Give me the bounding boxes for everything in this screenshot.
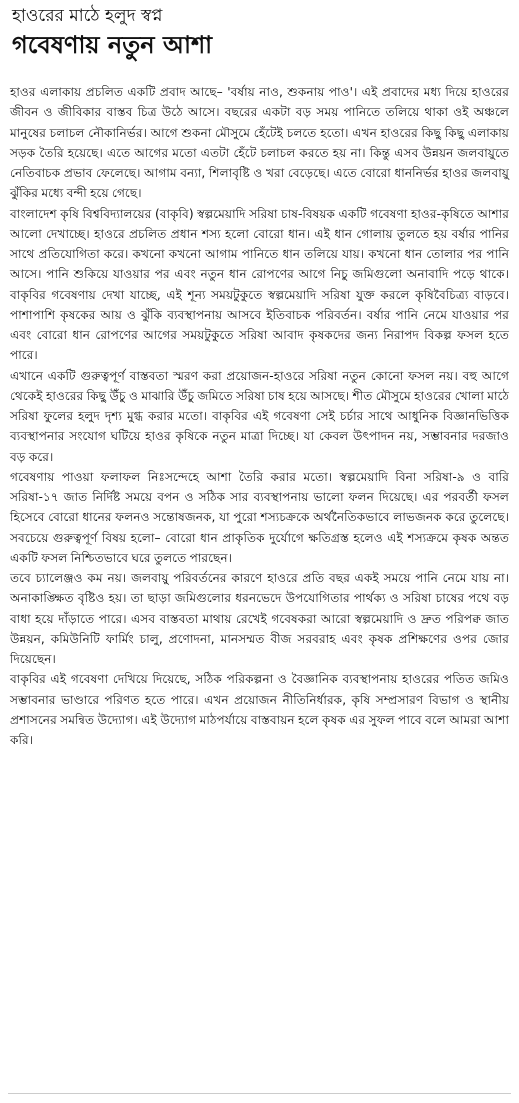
paragraph: তবে চ্যালেঞ্জও কম নয়। জলবায়ু পরিবর্তনের কারণে হাওরে প্রতি বছর একই সময়ে পানি নেমে যায় না। অনাকাঙ্ক্ষিত বৃষ্টিও হয়। তা ছাড়া জমিগুলোর ধরনভেদে উপযোগিতার পার্থক্য ও সরিষা চাষের পথে বড় বাধা হয়ে দাঁড়াতে পারে। এসব বাস্তবতা মাথায় রেখেই গবেষকরা আরো স্বল্পমেয়াদি ও দ্রুত পরিপক্ব জাত উন্নয়ন, কমিউনিটি ফার্মিং চালু, প্রণোদনা, মানসম্মত বীজ সরবরাহ এবং কৃষক প্রশিক্ষণের ওপর জোর দিয়েছেন। xyxy=(10,571,509,666)
paragraph: হাওর এলাকায় প্রচলিত একটি প্রবাদ আছে– 'বর্ষায় নাও, শুকনায় পাও'। এই প্রবাদের মধ্য দিয়ে হাওরের জীবন ও জীবিকার বাস্তব চিত্র উঠে আসে। বছরের একটা বড় সময় পানিতে তলিয়ে থাকা ওই অঞ্চলে মানুষের চলাচল নৌকানির্ভর। আগে শুকনা মৌসুমে হেঁটেই চলতে হতো। এখন হাওরের কিছু কিছু এলাকায় সড়ক তৈরি হয়েছে। এতে আগের মতো এতটা হেঁটে চলাচল করতে হয় না। কিন্তু এসব উন্নয়ন জলবায়ুতে নেতিবাচক প্রভাব ফেলেছে। আগাম বন্যা, শিলাবৃষ্টি ও খরা বেড়েছে। এতে বোরো ধাননির্ভর হাওর জলবায়ু ঝুঁকির মধ্যে বন্দী হয়ে গেছে। xyxy=(10,85,509,201)
paragraph: এখানে একটি গুরুত্বপূর্ণ বাস্তবতা স্মরণ করা প্রয়োজন-হাওরে সরিষা নতুন কোনো ফসল নয়। বহু আগে থেকেই হাওরের কিছু উঁচু ও মাঝারি উঁচু জমিতে সরিষা চাষ হয়ে আসছে। শীত মৌসুমে হাওরের খোলা মাঠে সরিষা ফুলের হলুদ দৃশ্য মুগ্ধ করার মতো। বাকৃবির এই গবেষণা সেই চর্চার সাথে আধুনিক বিজ্ঞানভিত্তিক ব্যবস্থাপনার সংযোগ ঘটিয়ে হাওর কৃষিকে নতুন মাত্রা দিচ্ছে। যা কেবল উৎপাদন নয়, সম্ভাবনার দরজাও বড় করে। xyxy=(10,368,509,464)
article-headline: গবেষণায় নতুন আশা xyxy=(12,31,213,59)
paragraph: বাংলাদেশ কৃষি বিশ্ববিদ্যালয়ের (বাকৃবি) স্বল্পমেয়াদি সরিষা চাষ-বিষয়ক একটি গবেষণা হাওর-কৃষিতে আশার আলো দেখাচ্ছে। হাওরে প্রচলিত প্রধান শস্য হলো বোরো ধান। এই ধান গোলায় তুলতে হয় বর্ষার পানির সাথে প্রতিযোগিতা করে। কখনো কখনো আগাম পানিতে ধান তলিয়ে যায়। কখনো ধান তোলার পর পানি আসে। পানি শুকিয়ে যাওয়ার পর এবং নতুন ধান রোপণের আগে নিচু জমিগুলো অনাবাদি পড়ে থাকে। বাকৃবির গবেষণায় দেখা যাচ্ছে, এই শূন্য সময়টুকুতে স্বল্পমেয়াদি সরিষা যুক্ত করলে কৃষিবৈচিত্র্য বাড়বে। পাশাপাশি কৃষকের আয় ও ঝুঁকি ব্যবস্থাপনায় আসবে ইতিবাচক পরিবর্তন। বর্ষার পানি নেমে যাওয়ার পর এবং বোরো ধান রোপণের আগের সময়টুকুতে সরিষা আবাদ কৃষকদের জন্য নিরাপদ বিকল্প ফসল হতে পারে। xyxy=(10,206,509,363)
paragraph: বাকৃবির এই গবেষণা দেখিয়ে দিয়েছে, সঠিক পরিকল্পনা ও বৈজ্ঞানিক ব্যবস্থাপনায় হাওরের পতিত জমিও সম্ভাবনার ভাণ্ডারে পরিণত হতে পারে। এখন প্রয়োজন নীতিনির্ধারক, কৃষি সম্প্রসারণ বিভাগ ও স্থানীয় প্রশাসনের সমন্বিত উদ্যোগ। এই উদ্যোগ মাঠপর্যায়ে বাস্তবায়ন হলে কৃষক এর সুফল পাবে বলে আমরা আশা করি। xyxy=(10,672,509,747)
article-body xyxy=(10,82,509,750)
paragraph: গবেষণায় পাওয়া ফলাফল নিঃসন্দেহে আশা তৈরি করার মতো। স্বল্পমেয়াদি বিনা সরিষা-৯ ও বারি সরিষা-১৭ জাত নির্দিষ্ট সময়ে বপন ও সঠিক সার ব্যবস্থাপনায় ভালো ফলন দিয়েছে। এর পরবর্তী ফসল হিসেবে বোরো ধানের ফলনও সন্তোষজনক, যা পুরো শস্যচক্রকে অর্থনৈতিকভাবে লাভজনক করে তুলেছে। সবচেয়ে গুরুত্বপূর্ণ বিষয় হলো– বোরো ধান প্রাকৃতিক দুর্যোগে ক্ষতিগ্রস্ত হলেও এই শস্যক্রমে কৃষক অন্তত একটি ফসল নিশ্চিতভাবে ঘরে তুলতে পারছেন। xyxy=(10,469,509,565)
article-kicker: হাওরের মাঠে হলুদ স্বপ্ন xyxy=(12,6,163,26)
bottom-divider xyxy=(8,1093,511,1094)
